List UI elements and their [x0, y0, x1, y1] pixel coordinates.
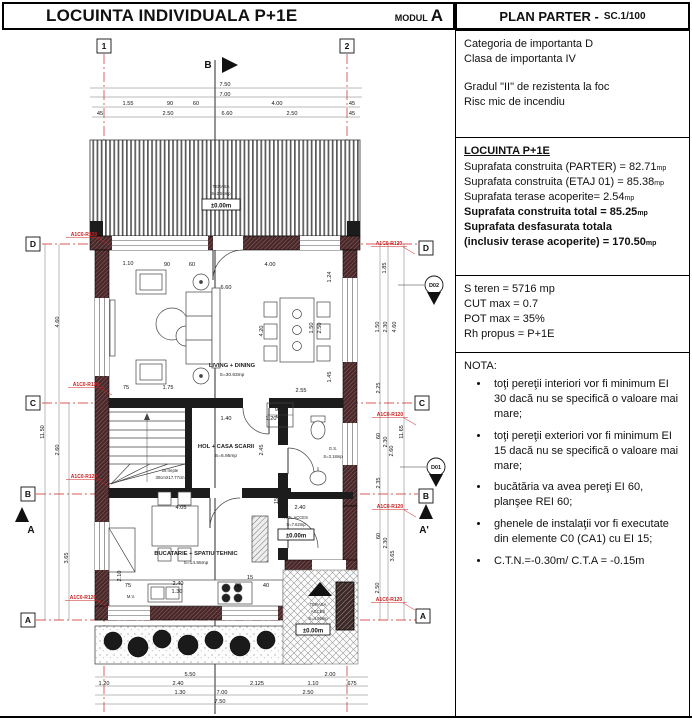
dimension-label: 2.35 [376, 477, 382, 489]
dimension-label: 4.60 [55, 316, 61, 328]
dimension-label: 2.40 [172, 681, 184, 687]
dimension-label: 2.60 [389, 445, 395, 457]
section-arrow-a-prime-icon [419, 504, 433, 519]
axis-bubble-label: 2 [344, 41, 350, 51]
kitchen-counter [109, 580, 283, 606]
nota-item: • toţi pereţii interiori vor fi minimum EI 30 dacă nu se specifică o valoare mai mare; [490, 377, 681, 422]
axis-bubble-label: C [29, 398, 37, 408]
dimension-label: 4.00 [271, 101, 283, 107]
axis-bubble-label: B [422, 491, 430, 501]
room-label-gs: G.S. [328, 446, 338, 451]
room-label-hol: HOL + CASA SCARII [197, 444, 255, 450]
dimension-label: 3.65 [390, 550, 396, 562]
planting-bed [95, 626, 312, 664]
room-area-hol-acces: S=7.62mp [286, 522, 306, 527]
label-mu: M.U. [275, 414, 285, 419]
dimension-label: 11.65 [399, 425, 405, 439]
hall-cabinet [252, 516, 268, 562]
wc [311, 416, 325, 439]
dimension-label: 15 [246, 575, 254, 581]
level-terasa: ±0.00m [210, 203, 232, 210]
dimension-label: 11.50 [40, 425, 46, 439]
dimension-label: 2.40 [294, 505, 306, 511]
section-arrow-b-icon [222, 57, 238, 73]
room-area-living: S=30.63mp [219, 373, 245, 378]
dimension-label: 60 [188, 262, 196, 268]
dimension-label: 2.55 [295, 388, 307, 394]
fire-rating-label: A1C0-R120 [69, 595, 97, 601]
dimension-label: 1.24 [327, 271, 333, 283]
section-marker-b: B [204, 60, 212, 71]
axis-bubble-label: C [418, 398, 426, 408]
area-desfasurata: Suprafata desfasurata totala [464, 220, 612, 233]
fire-risk: Risc mic de incendiu [464, 95, 565, 108]
section-marker-a-prime: A' [419, 525, 429, 536]
area-desfasurata-total: (inclusiv terase acoperite) = 170.50mp [464, 235, 657, 248]
pot-max: POT max = 35% [464, 312, 545, 325]
svg-text:ACCES: ACCES [310, 609, 326, 614]
dimension-label: 1.10 [307, 681, 319, 687]
detail-marker-label: D02 [428, 283, 440, 289]
floor-plan [0, 30, 455, 720]
dimension-label: 75 [124, 583, 132, 589]
dimension-label: 2.30 [383, 537, 389, 549]
dimension-label: 45 [348, 111, 356, 117]
entry-terrace [283, 570, 358, 664]
stairs-label-1: 16 trepte [161, 468, 179, 473]
dimension-label: 1.85 [382, 262, 388, 274]
dimension-label: 45 [348, 101, 356, 107]
dimension-label: 2.60 [55, 444, 61, 456]
page-title: LOCUINTA INDIVIDUALA P+1E [46, 6, 298, 25]
dimension-label: 60 [376, 532, 382, 540]
dimension-label: 90 [163, 262, 171, 268]
nota-item: • bucătăria va avea pereţi EI 60, planşee REI 60; [490, 480, 681, 510]
dimension-label: 60 [376, 432, 382, 440]
dimension-label: 5.50 [184, 672, 196, 678]
urbanism-panel [455, 275, 690, 353]
dimension-label: 45 [96, 111, 104, 117]
room-area-gs: S=3.18mp [323, 454, 343, 459]
room-area-terasa-acces: S=4.96mp [308, 616, 328, 621]
room-label-living: LIVING + DINING [208, 363, 256, 369]
room-label-terasa: TERASA [212, 184, 230, 189]
dimension-label: 2.00 [324, 672, 336, 678]
section-markers [15, 504, 433, 536]
area-total: Suprafata construita total = 85.25mp [464, 205, 648, 218]
nota-item: • C.T.N.=-0.30m/ C.T.A = -0.15m [490, 554, 681, 569]
label-mv: M.V. [126, 594, 136, 599]
importance-category: Categoria de importanta D [464, 38, 594, 50]
room-label-hol-acces: HOL ACCES [284, 515, 308, 520]
fire-rating-label: A1C0-R120 [375, 597, 403, 603]
room-area-terasa: S=2.54mp [211, 191, 231, 196]
dimension-label: 1.50 [309, 322, 315, 334]
dimension-label: 60 [192, 101, 200, 107]
plan-title-bar [455, 2, 690, 30]
areas-panel [455, 137, 690, 277]
module-badge: MODUL A [394, 6, 443, 25]
dimension-label: 2.50 [162, 111, 174, 117]
dimension-label: 15 [274, 497, 280, 505]
sink [310, 467, 326, 485]
dimension-label: 7.00 [216, 690, 228, 696]
section-arrow-a-icon [15, 507, 29, 522]
dimension-label: 40 [262, 583, 270, 589]
dimension-label: 2.45 [259, 444, 265, 456]
axis-bubble-label: A [419, 611, 427, 621]
dimension-label: 1.55 [122, 101, 134, 107]
fire-resistance: Gradul "II" de rezistenta la foc [464, 80, 610, 93]
stairs-label-2: 30cmX17.77cm [155, 475, 185, 480]
axis-bubble-label: 1 [101, 41, 107, 51]
room-area-hol: S=6.95mp [214, 454, 238, 459]
dimension-label: 2.125 [250, 681, 264, 687]
stairs [109, 412, 185, 484]
dimension-label: 2.10 [117, 570, 123, 582]
dimension-label: 3.65 [64, 552, 70, 564]
nota-panel [455, 352, 690, 719]
section-marker-a: A [27, 525, 35, 536]
room-label-bucatarie: BUCATARIE + SPATIU TEHNIC [154, 551, 238, 557]
dimension-label: 75 [122, 385, 130, 391]
plan-title: PLAN PARTER - [499, 8, 599, 24]
s-teren: S teren = 5716 mp [464, 283, 555, 295]
plan-scale: SC.1/100 [603, 10, 646, 22]
fire-rating-label: A1C0-R120 [72, 382, 100, 388]
area-terase: Suprafata terase acoperite= 2.54mp [464, 191, 635, 204]
dimension-label: 1.30 [174, 690, 186, 696]
dimension-label: 675 [347, 681, 357, 687]
detail-marker-arrow-icon [429, 474, 443, 487]
dimension-label: 4.00 [264, 262, 276, 268]
importance-panel [455, 30, 690, 138]
dimension-label: 7.00 [219, 92, 231, 98]
dimension-label: 4.60 [392, 321, 398, 333]
rh-propus: Rh propus = P+1E [464, 327, 555, 340]
fire-rating-label: A1C0-R120 [375, 241, 403, 247]
nota-item: • toţi pereţii exteriori vor fi minimum EI 15 dacă nu se specifică o valoare mai mare; [490, 429, 681, 474]
sheet-border [0, 716, 692, 718]
dimension-label: 1.20 [98, 681, 110, 687]
dimension-label: 1.50 [375, 321, 381, 333]
fire-rating-label: A1C0-R120 [70, 474, 98, 480]
tv-unit [110, 300, 115, 356]
detail-markers [398, 276, 445, 487]
dimension-label: 2.30 [383, 321, 389, 333]
fire-rating-label: A1C0-R120 [70, 232, 98, 238]
dimension-label: 6.60 [221, 111, 233, 117]
dimension-label: 90 [166, 101, 174, 107]
dimension-label: 2.50 [375, 582, 381, 594]
room-label-terasa-acces: TERASA [309, 602, 327, 607]
dimension-label: 4.20 [259, 325, 265, 337]
dimension-label: 1.30 [171, 589, 183, 595]
room-area-bucatarie: S=14.55mp [183, 561, 209, 566]
dimension-label: 6.60 [220, 285, 232, 291]
dimension-label: 4.05 [175, 505, 187, 511]
terrace-roof [90, 140, 360, 236]
dimension-label: 1.20 [265, 416, 277, 422]
dimension-label: 1.10 [122, 261, 134, 267]
nota-item: • ghenele de instalaţii vor fi executate din elemente C0 (CA1) cu EI 15; [490, 517, 681, 547]
dimension-label: 7.50 [219, 82, 231, 88]
axis-bubble-label: B [24, 489, 32, 499]
sofa [186, 288, 220, 368]
dimension-label: 90 [234, 583, 242, 589]
area-etaj: Suprafata construita (ETAJ 01) = 85.38mp [464, 176, 664, 189]
label-mr: M.R./ [274, 407, 286, 412]
fire-rating-label: A1C0-R120 [376, 412, 404, 418]
dimension-label: 2.50 [317, 322, 323, 334]
entry-mat [336, 582, 354, 630]
dimension-label: 2.40 [172, 581, 184, 587]
detail-marker-label: D01 [430, 465, 442, 471]
detail-marker-arrow-icon [427, 292, 441, 305]
axis-bubbles [21, 39, 433, 627]
dimension-label: 1.40 [220, 416, 232, 422]
dimension-label: 1.45 [327, 371, 333, 383]
dimension-label: 2.30 [383, 436, 389, 448]
nota-list [464, 377, 681, 568]
importance-class: Clasa de importanta IV [464, 52, 576, 65]
axis-bubble-label: D [422, 243, 430, 253]
dimension-label: 7.50 [214, 699, 226, 705]
dimension-label: 2.50 [302, 690, 314, 696]
cut-max: CUT max = 0.7 [464, 297, 539, 310]
title-bar [2, 2, 455, 30]
level-hol-acces: ±0.00m [285, 533, 307, 540]
dimension-label: 2.25 [376, 382, 382, 394]
axis-bubble-label: D [29, 239, 37, 249]
dimension-label: 1.75 [162, 385, 174, 391]
nota-title: NOTA: [464, 359, 497, 372]
areas-title: LOCUINTA P+1E [464, 144, 550, 157]
fire-rating-label: A1C0-R120 [376, 504, 404, 510]
level-terasa-acces: ±0.00m [302, 628, 324, 635]
area-parter: Suprafata construita (PARTER) = 82.71mp [464, 161, 667, 174]
axis-bubble-label: A [24, 615, 32, 625]
dimension-label: 2.50 [286, 111, 298, 117]
